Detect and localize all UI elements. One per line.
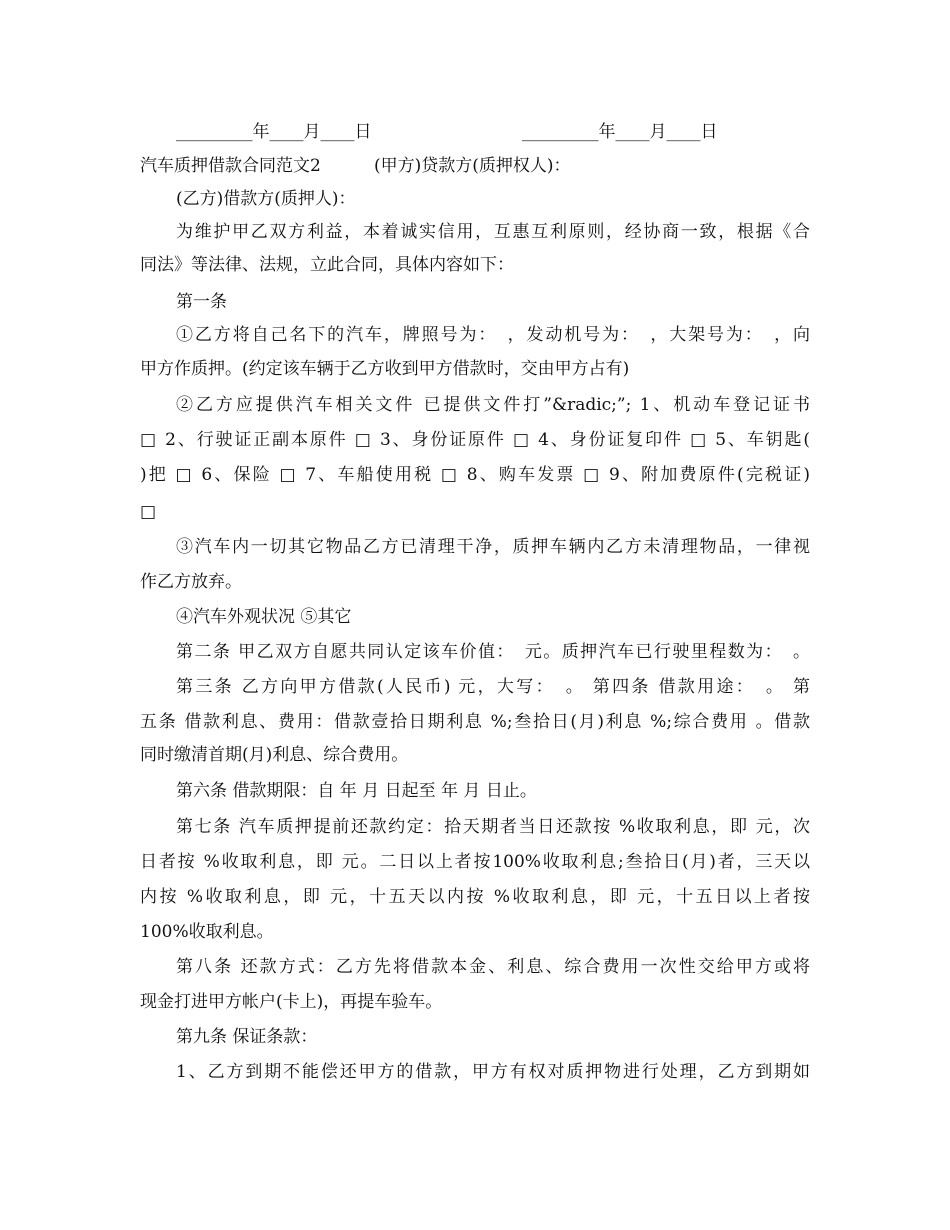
article-6: 第六条 借款期限：自 年 月 日起至 年 月 日止。	[176, 781, 537, 801]
article-3-line-1: 第三条 乙方向甲方借款(人民币) 元，大写： 。 第四条 借款用途： 。 第	[176, 677, 810, 697]
party-a-label: (甲方)贷款方(质押权人)：	[374, 156, 571, 176]
article-7-line-3: 内按 %收取利息，即 元，十五天以内按 %收取利息，即 元，十五日以上者按	[140, 887, 810, 907]
article-1-item-2-line-1: ②乙方应提供汽车相关文件 已提供文件打”&radic;”; 1、机动车登记证书	[176, 395, 810, 415]
article-9-heading: 第九条 保证条款：	[176, 1027, 318, 1047]
article-7-line-2: 日者按 %收取利息，即 元。二日以上者按100%收取利息;叁拾日(月)者，三天以	[140, 852, 810, 872]
article-1-item-3-line-1: ③汽车内一切其它物品乙方已清理干净，质押车辆内乙方未清理物品，一律视	[176, 537, 810, 557]
party-b-label: (乙方)借款方(质押人)：	[176, 189, 356, 209]
article-1-item-2-line-3: )把 □ 6、保险 □ 7、车船使用税 □ 8、购车发票 □ 9、附加费原件(完税证)	[140, 465, 810, 485]
intro-paragraph-line-1: 为维护甲乙双方利益，本着诚实信用，互惠互利原则，经协商一致，根据《合	[176, 222, 810, 242]
article-7-line-1: 第七条 汽车质押提前还款约定：拾天期者当日还款按 %收取利息，即 元，次	[176, 817, 810, 837]
document-title: 汽车质押借款合同范文2	[140, 156, 321, 176]
article-2: 第二条 甲乙双方自愿共同认定该车价值： 元。质押汽车已行驶里程数为： 。	[176, 642, 810, 662]
article-1-heading: 第一条	[176, 292, 227, 312]
article-1-item-4: ④汽车外观状况 ⑤其它	[176, 607, 352, 627]
article-3-line-2: 五条 借款利息、费用：借款壹拾日期利息 %;叁拾日(月)利息 %;综合费用 。借款	[140, 712, 810, 732]
intro-paragraph-line-2: 同法》等法律、法规，立此合同，具体内容如下：	[140, 255, 514, 275]
article-8-line-2: 现金打进甲方帐户(卡上)，再提车验车。	[140, 992, 443, 1012]
signature-date-right: _________年____月____日	[522, 122, 718, 142]
article-3-line-3: 同时缴清首期(月)利息、综合费用。	[140, 745, 409, 765]
article-7-line-4: 100%收取利息。	[140, 922, 274, 942]
article-1-item-1-line-2: 甲方作质押。(约定该车辆于乙方收到甲方借款时，交由甲方占有)	[140, 359, 630, 379]
article-1-item-2-line-4: □	[140, 502, 157, 522]
article-1-item-3-line-2: 作乙方放弃。	[140, 572, 242, 592]
article-1-item-1-line-1: ①乙方将自己名下的汽车，牌照号为： ，发动机号为： ，大架号为： ，向	[176, 325, 810, 345]
article-9-item-1: 1、乙方到期不能偿还甲方的借款，甲方有权对质押物进行处理，乙方到期如	[176, 1062, 810, 1082]
signature-date-left: _________年____月____日	[176, 122, 372, 142]
article-1-item-2-line-2: □ 2、行驶证正副本原件 □ 3、身份证原件 □ 4、身份证复印件 □ 5、车钥匙(	[140, 430, 810, 450]
article-8-line-1: 第八条 还款方式：乙方先将借款本金、利息、综合费用一次性交给甲方或将	[176, 957, 810, 977]
